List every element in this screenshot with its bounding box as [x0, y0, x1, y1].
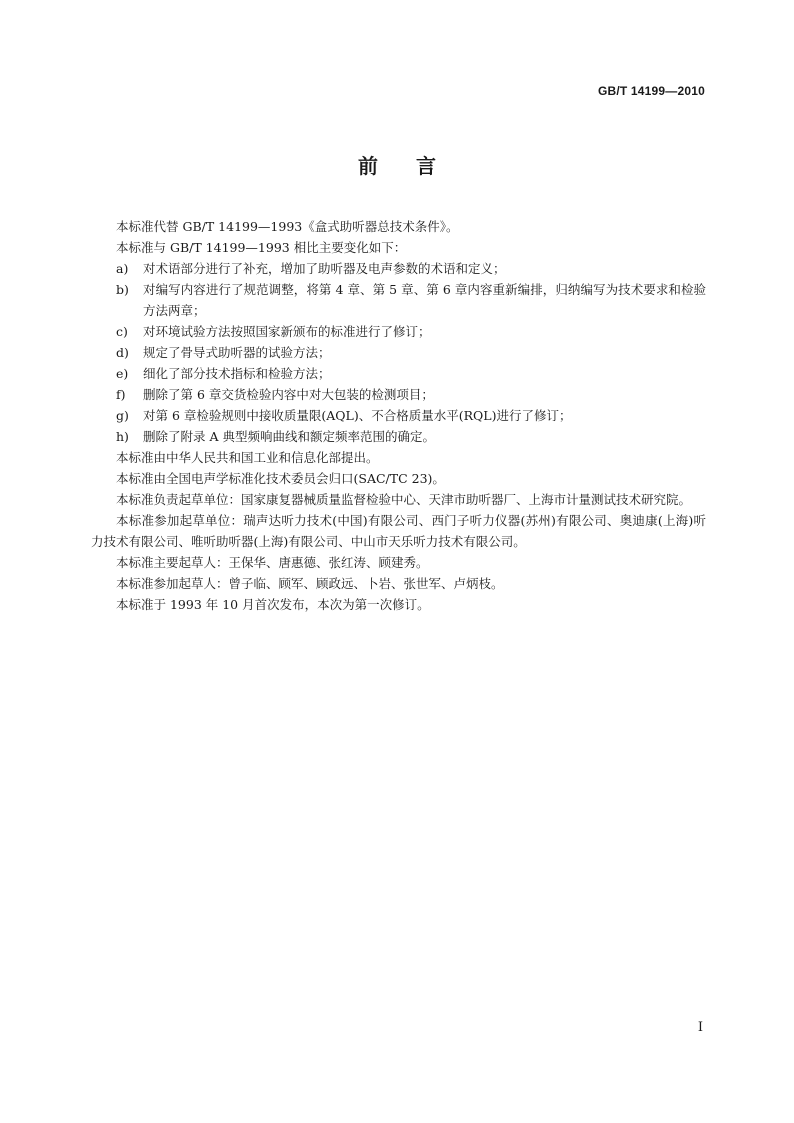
list-item: [91, 384, 706, 405]
page-title: 前言: [358, 154, 474, 178]
list-item: [91, 258, 706, 279]
list-marker: e): [116, 366, 129, 381]
paragraph: 本标准参加起草人：曾子临、顾军、顾政远、卜岩、张世军、卢炳枝。: [116, 576, 504, 591]
paragraph: 本标准主要起草人：王保华、唐惠德、张红涛、顾建秀。: [116, 555, 429, 570]
list-item: [91, 279, 706, 321]
list-item: [91, 342, 706, 363]
list-item: [91, 405, 706, 426]
list-marker: a): [116, 261, 129, 276]
paragraph: 本标准参加起草单位：瑞声达听力技术(中国)有限公司、西门子听力仪器(苏州)有限公司、奥迪康(上海)听力技术有限公司、唯听助听器(上海)有限公司、中山市天乐听力技术有限公司。: [91, 513, 706, 549]
list-marker: h): [116, 429, 129, 444]
list-item-text: 细化了部分技术指标和检验方法；: [143, 366, 331, 381]
list-item-text: 对环境试验方法按照国家新颁布的标准进行了修订；: [143, 324, 431, 339]
paragraph: 本标准由全国电声学标准化技术委员会归口(SAC/TC 23)。: [116, 471, 445, 486]
list-marker: c): [116, 324, 128, 339]
list-marker: f): [116, 387, 126, 402]
list-item: [91, 363, 706, 384]
paragraph: 本标准代替 GB/T 14199—1993《盒式助听器总技术条件》。: [116, 219, 459, 234]
list-item-text: 规定了骨导式助听器的试验方法；: [143, 345, 331, 360]
list-marker: b): [116, 282, 129, 297]
foreword-body: [91, 216, 706, 615]
paragraph: 本标准与 GB/T 14199—1993 相比主要变化如下：: [116, 240, 407, 255]
paragraph: 本标准于 1993 年 10 月首次发布，本次为第一次修订。: [116, 597, 430, 612]
list-item: [91, 321, 706, 342]
list-item-text: 删除了第 6 章交货检验内容中对大包装的检测项目；: [143, 387, 434, 402]
list-item-text: 删除了附录 A 典型频响曲线和额定频率范围的确定。: [143, 429, 435, 444]
paragraph: 本标准负责起草单位：国家康复器械质量监督检验中心、天津市助听器厂、上海市计量测试技术研究院。: [116, 492, 692, 507]
standard-code: GB/T 14199—2010: [597, 84, 705, 98]
page-number: I: [697, 1020, 703, 1035]
list-item-text: 对编写内容进行了规范调整，将第 4 章、第 5 章、第 6 章内容重新编排，归纳编写为技术要求和检验方法两章；: [143, 282, 706, 318]
list-marker: g): [116, 408, 129, 423]
paragraph: 本标准由中华人民共和国工业和信息化部提出。: [116, 450, 379, 465]
list-item-text: 对术语部分进行了补充，增加了助听器及电声参数的术语和定义；: [143, 261, 506, 276]
list-marker: d): [116, 345, 129, 360]
list-item-text: 对第 6 章检验规则中接收质量限(AQL)、不合格质量水平(RQL)进行了修订；: [143, 408, 572, 423]
list-item: [91, 426, 706, 447]
